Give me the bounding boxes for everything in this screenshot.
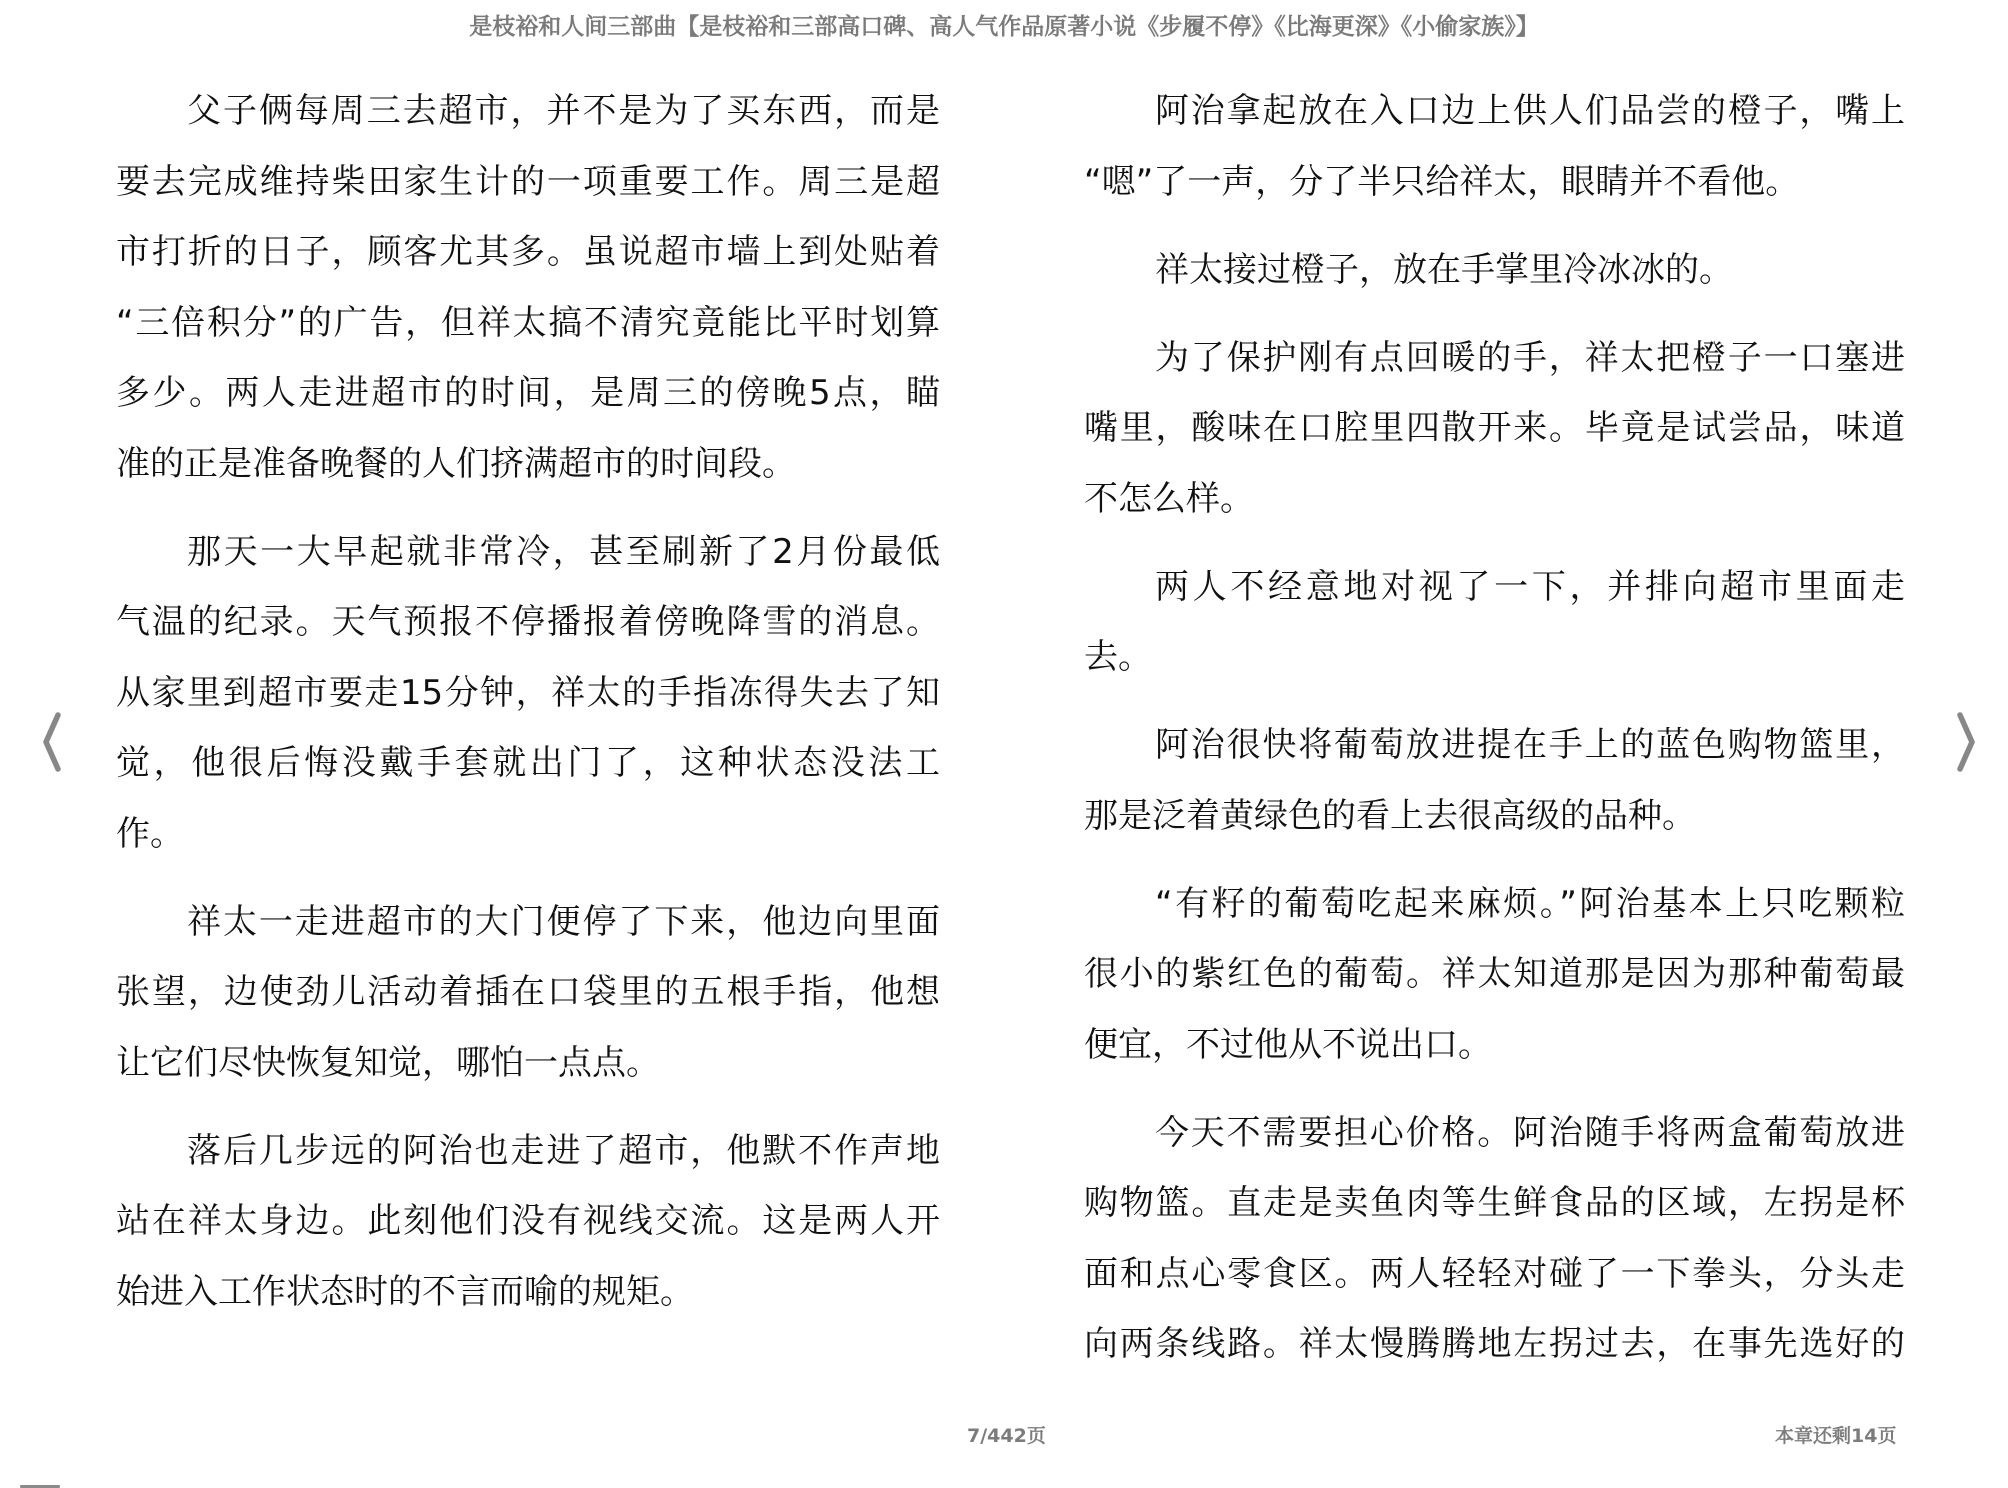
text-line: “嗯”了一声，分了半只给祥太，眼睛并不看他。 — [1084, 161, 1800, 202]
paragraph — [1084, 323, 1905, 535]
previous-page-button[interactable] — [30, 712, 70, 772]
text-line: 今天不需要担心价格。阿治随手将两盒葡萄放进 — [1155, 1112, 1905, 1153]
chapter-remaining-pages: 本章还剩14页 — [1775, 1425, 1897, 1447]
text-line: 站在祥太身边。此刻他们没有视线交流。这是两人开 — [116, 1201, 940, 1241]
text-line: 多少。两人走进超市的时间，是周三的傍晚5点，瞄 — [116, 373, 940, 413]
text-line: 为了保护刚有点回暖的手，祥太把橙子一口塞进 — [1155, 337, 1905, 378]
book-title: 是枝裕和人间三部曲【是枝裕和三部高口碑、高人气作品原著小说《步履不停》《比海更深》《小偷家族》】 — [469, 14, 1539, 40]
text-line: 始进入工作状态时的不言而喻的规矩。 — [116, 1271, 694, 1312]
text-line: 两人不经意地对视了一下，并排向超市里面走 — [1155, 566, 1905, 607]
paragraph — [1084, 235, 1905, 306]
text-line: 阿治很快将葡萄放进提在手上的蓝色购物篮里， — [1155, 725, 1905, 765]
paragraph — [116, 76, 940, 499]
text-line: 气温的纪录。天气预报不停播报着傍晚降雪的消息。 — [116, 602, 940, 642]
text-line: 让它们尽快恢复知觉，哪怕一点点。 — [116, 1042, 660, 1083]
text-line: 觉，他很后悔没戴手套就出门了，这种状态没法工 — [116, 743, 940, 783]
text-line: 那是泛着黄绿色的看上去很高级的品种。 — [1084, 795, 1696, 836]
text-line: 祥太接过橙子，放在手掌里冷冰冰的。 — [1155, 249, 1733, 290]
text-line: 从家里到超市要走15分钟，祥太的手指冻得失去了知 — [116, 672, 940, 713]
right-page-column — [1084, 76, 1905, 1397]
text-line: 面和点心零食区。两人轻轻对碰了一下拳头，分头走 — [1084, 1253, 1905, 1294]
text-line: 准的正是准备晚餐的人们挤满超市的时间段。 — [116, 443, 796, 484]
paragraph — [116, 1116, 940, 1328]
text-line: “三倍积分”的广告，但祥太搞不清究竟能比平时划算 — [116, 302, 940, 343]
text-line: 要去完成维持柴田家生计的一项重要工作。周三是超 — [116, 161, 940, 202]
next-page-button[interactable] — [1948, 712, 1988, 772]
text-line: 便宜，不过他从不说出口。 — [1084, 1024, 1492, 1065]
paragraph — [1084, 710, 1905, 851]
text-line: 去。 — [1084, 637, 1152, 677]
text-line: 阿治拿起放在入口边上供人们品尝的橙子，嘴上 — [1155, 91, 1905, 131]
paragraph — [1084, 552, 1905, 693]
paragraph — [116, 517, 940, 870]
chevron-left-icon — [30, 712, 70, 772]
text-line: 向两条线路。祥太慢腾腾地左拐过去，在事先选好的 — [1084, 1324, 1905, 1364]
text-line: 不怎么样。 — [1084, 478, 1254, 519]
text-line: “有籽的葡萄吃起来麻烦。”阿治基本上只吃颗粒 — [1155, 883, 1905, 924]
text-line: 购物篮。直走是卖鱼肉等生鲜食品的区域，左拐是杯 — [1084, 1183, 1905, 1223]
paragraph — [116, 887, 940, 1099]
text-line: 父子俩每周三去超市，并不是为了买东西，而是 — [187, 91, 940, 131]
left-page-column — [116, 76, 940, 1345]
chevron-right-icon — [1948, 712, 1988, 772]
text-line: 很小的紫红色的葡萄。祥太知道那是因为那种葡萄最 — [1084, 954, 1905, 994]
text-line: 市打折的日子，顾客尤其多。虽说超市墙上到处贴着 — [116, 232, 940, 272]
text-line: 嘴里，酸味在口腔里四散开来。毕竟是试尝品，味道 — [1084, 408, 1905, 448]
text-line: 那天一大早起就非常冷，甚至刷新了2月份最低 — [187, 531, 940, 572]
paragraph — [1084, 869, 1905, 1081]
paragraph — [1084, 1098, 1905, 1380]
page-counter: 7/442页 — [967, 1425, 1046, 1447]
text-line: 落后几步远的阿治也走进了超市，他默不作声地 — [187, 1130, 940, 1171]
paragraph — [1084, 76, 1905, 217]
text-line: 祥太一走进超市的大门便停了下来，他边向里面 — [187, 901, 940, 942]
text-line: 张望，边使劲儿活动着插在口袋里的五根手指，他想 — [116, 972, 940, 1012]
text-line: 作。 — [116, 813, 184, 854]
